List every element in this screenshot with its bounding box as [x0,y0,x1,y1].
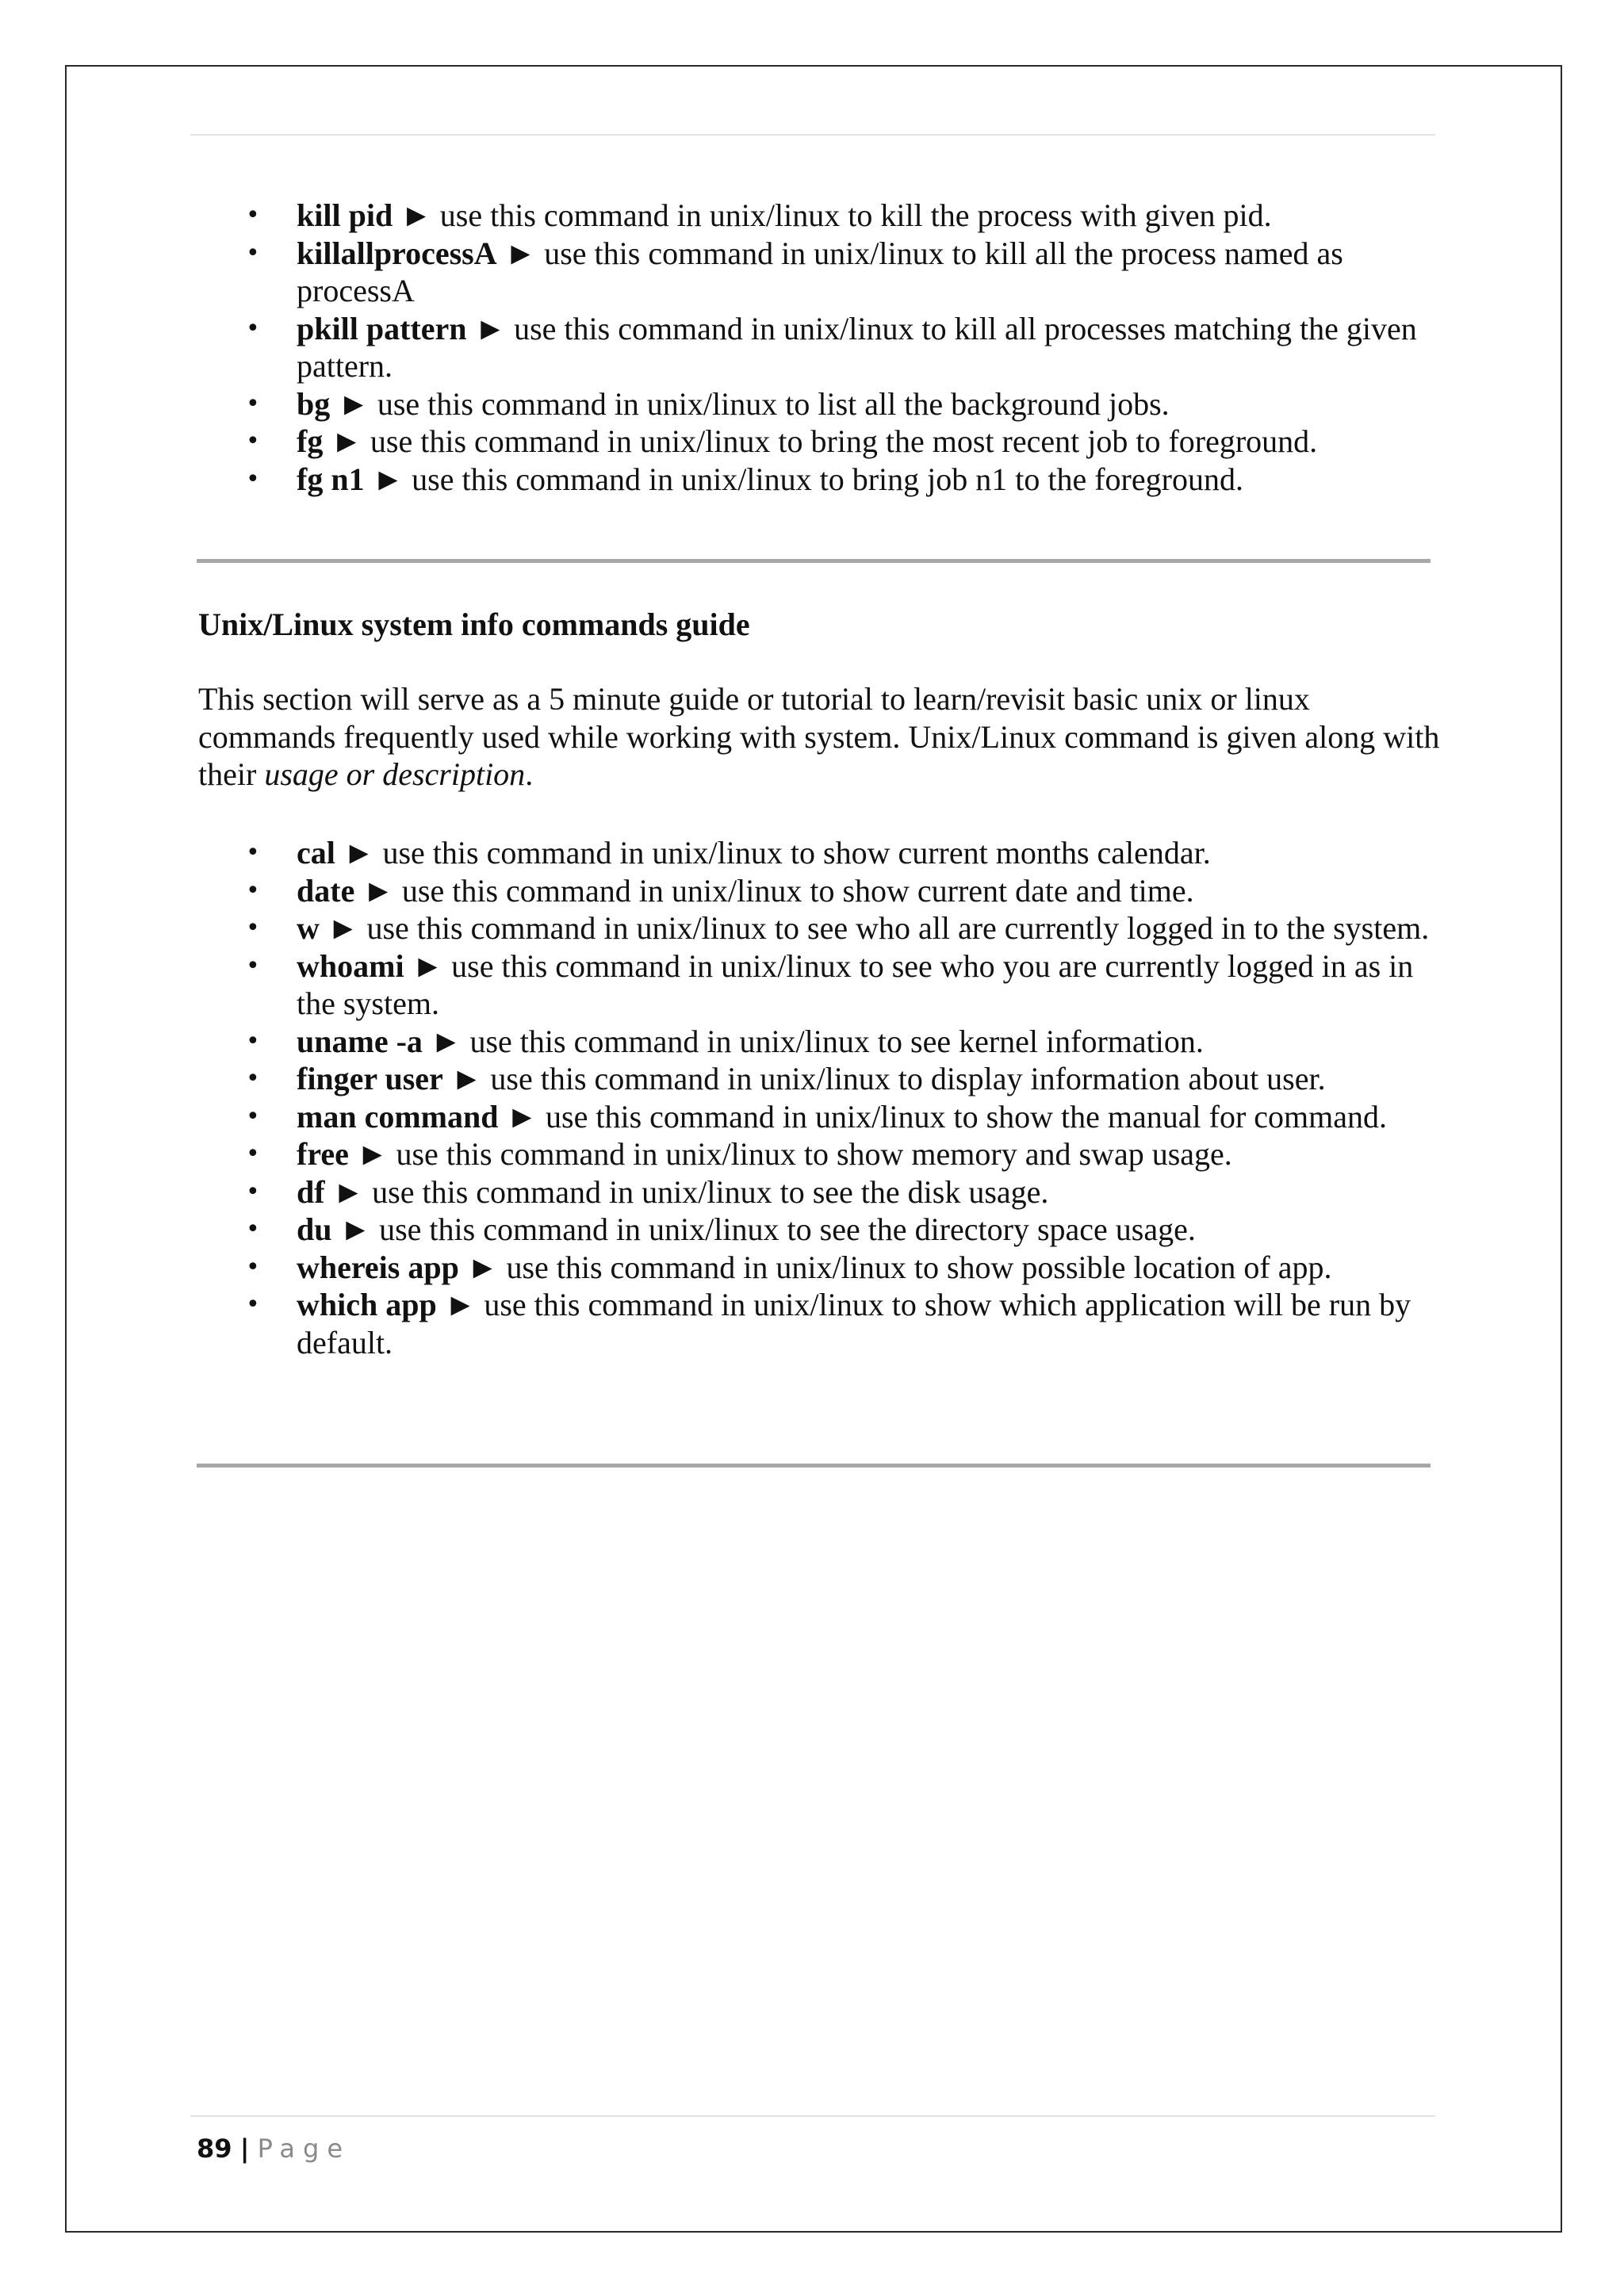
list-item [197,1211,1434,1249]
bullet-icon: • [246,839,260,867]
command-description: use this command in unix/linux to display information about user. [490,1061,1326,1096]
command-description: use this command in unix/linux to see the directory space usage. [379,1211,1196,1247]
page-footer [197,2133,350,2164]
section-divider [197,559,1431,563]
bullet-icon: • [246,1253,260,1281]
list-item [197,1249,1434,1287]
bullet-icon: • [246,1027,260,1055]
command-description: use this command in unix/linux to show the manual for command. [546,1098,1388,1135]
command-name: date [297,872,355,909]
command-description: use this command in unix/linux to show current date and time. [401,872,1194,909]
arrow-icon: ► [339,1211,372,1247]
command-name: fg [297,423,324,459]
bullet-icon: • [246,914,260,942]
footer-divider [190,2115,1435,2117]
command-name: whereis app [297,1249,459,1285]
arrow-icon: ► [327,910,359,946]
bullet-icon: • [246,951,260,980]
command-description: use this command in unix/linux to bring the most recent job to foreground. [370,423,1318,459]
intro-end: . [525,756,534,792]
list-item [197,1023,1434,1061]
arrow-icon: ► [430,1023,462,1059]
arrow-icon: ► [450,1061,483,1096]
bullet-icon: • [246,1177,260,1206]
command-description: use this command in unix/linux to bring job n1 to the foreground. [412,461,1243,497]
command-name: uname -a [297,1023,423,1059]
arrow-icon: ► [400,197,432,233]
intro-emphasis: usage or description [264,756,526,792]
arrow-icon: ► [412,947,444,984]
list-item [197,461,1434,499]
command-name: man command [297,1098,499,1135]
system-info-commands-list [197,834,1434,1361]
arrow-icon: ► [343,835,375,871]
command-description: use this command in unix/linux to see the disk usage. [372,1173,1049,1210]
arrow-icon: ► [332,1173,365,1210]
list-item [197,1135,1434,1173]
list-item [197,909,1434,947]
bullet-icon: • [246,1291,260,1318]
command-name: free [297,1136,349,1172]
arrow-icon: ► [356,1136,389,1172]
arrow-icon: ► [474,310,507,346]
command-description: use this command in unix/linux to show which application will be run by default. [297,1287,1411,1360]
command-name: du [297,1211,332,1247]
bullet-icon: • [246,1215,260,1243]
intro-text: This section will serve as a 5 minute guide or tutorial to learn/revisit basic unix or linux commands frequently used while working with system. Unix/Linux command is given along with their [198,681,1440,792]
arrow-icon: ► [362,872,394,909]
arrow-icon: ► [444,1287,477,1322]
list-item [197,310,1434,385]
command-name: kill pid [297,197,393,233]
command-description: use this command in unix/linux to list all the background jobs. [377,385,1170,422]
list-item [197,1098,1434,1136]
command-description: use this command in unix/linux to kill all processes matching the given pattern. [297,310,1417,384]
command-name: df [297,1173,325,1210]
command-name: finger user [297,1061,443,1096]
arrow-icon: ► [504,235,537,271]
list-item [197,947,1434,1023]
arrow-icon: ► [331,423,362,459]
command-description: use this command in unix/linux to show memory and swap usage. [396,1136,1232,1172]
arrow-icon: ► [466,1249,499,1285]
list-item [197,1060,1434,1098]
command-name: pkill pattern [297,310,467,346]
command-description: use this command in unix/linux to show current months calendar. [382,835,1211,871]
process-commands-list [197,197,1434,498]
arrow-icon: ► [372,461,404,497]
command-name: cal [297,835,335,871]
command-description: use this command in unix/linux to see who you are currently logged in as in the system. [297,947,1414,1021]
list-item [197,385,1434,423]
section-intro [198,680,1451,794]
command-name: bg [297,385,331,422]
command-name: which app [297,1287,437,1322]
page-separator: | [239,2133,250,2164]
header-divider [190,134,1435,136]
list-item [197,1286,1434,1361]
list-item [197,834,1434,872]
page-label: Page [257,2133,351,2164]
command-description: use this command in unix/linux to kill the process with given pid. [439,197,1272,233]
section-heading: Unix/Linux system info commands guide [198,607,750,642]
page-number: 89 [197,2133,232,2164]
command-name: whoami [297,947,404,984]
bullet-icon: • [246,239,260,267]
list-item [197,235,1434,310]
bullet-icon: • [246,876,260,905]
command-description: use this command in unix/linux to show possible location of app. [506,1249,1332,1285]
command-name: w [297,910,320,946]
command-name: killallprocessA [297,235,497,271]
command-description: use this command in unix/linux to see kernel information. [469,1023,1204,1059]
command-description: use this command in unix/linux to see who all are currently logged in to the system. [366,910,1430,946]
list-item [197,872,1434,910]
bullet-icon: • [246,1065,260,1093]
bullet-icon: • [246,427,260,455]
bullet-icon: • [246,389,260,418]
list-item [197,197,1434,235]
section-divider [197,1464,1431,1468]
bullet-icon: • [246,314,260,342]
bullet-icon: • [246,465,260,493]
list-item [197,423,1434,461]
list-item [197,1173,1434,1211]
arrow-icon: ► [506,1098,538,1135]
command-description: use this command in unix/linux to kill all the process named as processA [297,235,1343,308]
bullet-icon: • [246,201,260,229]
bullet-icon: • [246,1102,260,1131]
command-name: fg n1 [297,461,365,497]
bullet-icon: • [246,1140,260,1168]
arrow-icon: ► [338,385,370,422]
